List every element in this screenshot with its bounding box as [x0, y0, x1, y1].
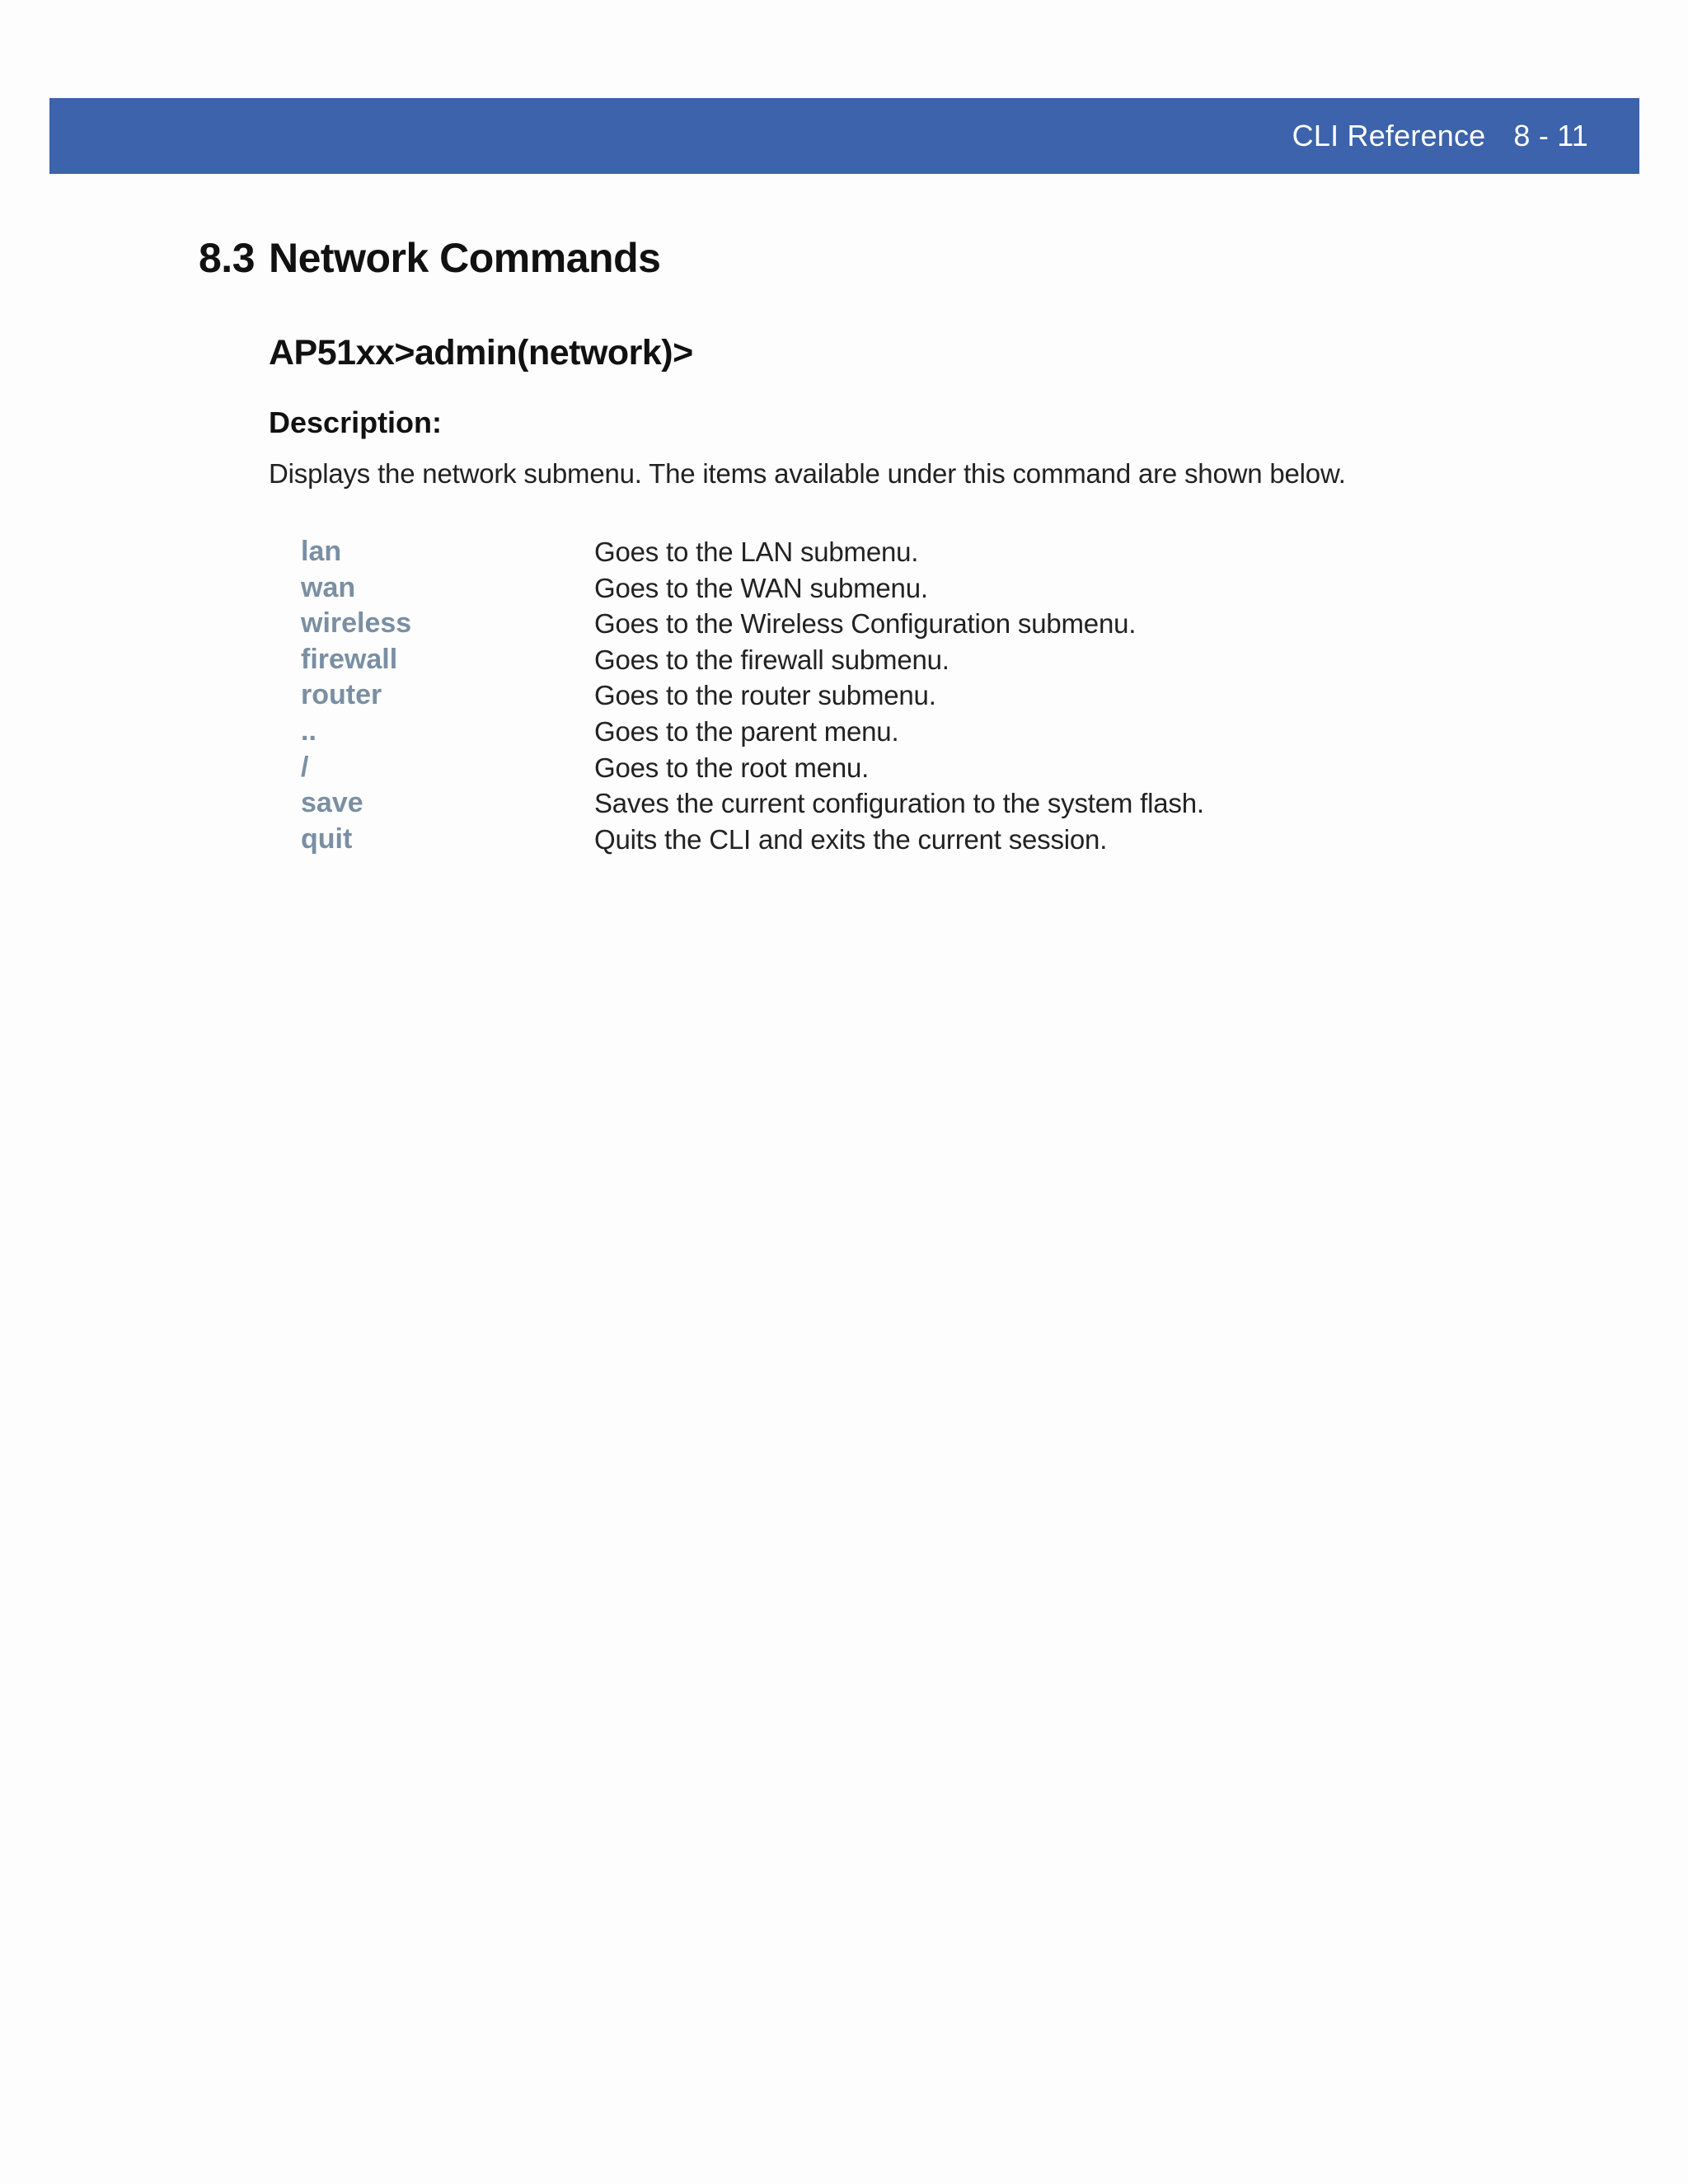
command-row-wireless	[301, 606, 1290, 642]
command-name: wan	[301, 571, 356, 603]
running-header	[1292, 98, 1588, 174]
command-description: Goes to the router submenu.	[594, 680, 936, 711]
description-text: Displays the network submenu. The items available under this command are shown below.	[269, 458, 1346, 489]
description-label: Description:	[269, 405, 443, 439]
command-row-quit	[301, 822, 1290, 858]
section-title: Network Commands	[269, 235, 661, 281]
command-name: wireless	[301, 607, 412, 640]
command-row-root	[301, 750, 1290, 786]
command-description: Goes to the firewall submenu.	[594, 644, 950, 675]
command-prompt-heading: AP51xx>admin(network)>	[269, 333, 693, 373]
command-description: Quits the CLI and exits the current session.	[594, 823, 1108, 855]
command-description: Goes to the parent menu.	[594, 715, 899, 747]
command-description: Saves the current configuration to the system flash.	[594, 788, 1204, 819]
command-description: Goes to the LAN submenu.	[594, 537, 919, 567]
command-row-wan	[301, 570, 1290, 607]
page-header-bar	[49, 98, 1639, 174]
command-list	[301, 534, 1290, 857]
command-name: quit	[301, 823, 353, 855]
section-heading	[199, 234, 660, 282]
command-row-save	[301, 785, 1290, 822]
command-row-firewall	[301, 642, 1290, 678]
command-name: /	[301, 751, 309, 783]
command-name: lan	[301, 536, 342, 567]
command-name: ..	[301, 715, 316, 747]
section-number: 8.3	[199, 235, 256, 281]
command-description: Goes to the root menu.	[594, 752, 870, 783]
command-row-parent	[301, 714, 1290, 750]
command-description: Goes to the Wireless Configuration submenu.	[594, 608, 1137, 640]
command-description: Goes to the WAN submenu.	[594, 572, 928, 603]
page-number: 8 - 11	[1513, 119, 1588, 152]
header-title: CLI Reference	[1292, 119, 1486, 152]
command-row-lan	[301, 534, 1290, 570]
command-name: router	[301, 679, 382, 711]
command-name: firewall	[301, 643, 398, 675]
command-row-router	[301, 677, 1290, 714]
command-name: save	[301, 787, 363, 819]
